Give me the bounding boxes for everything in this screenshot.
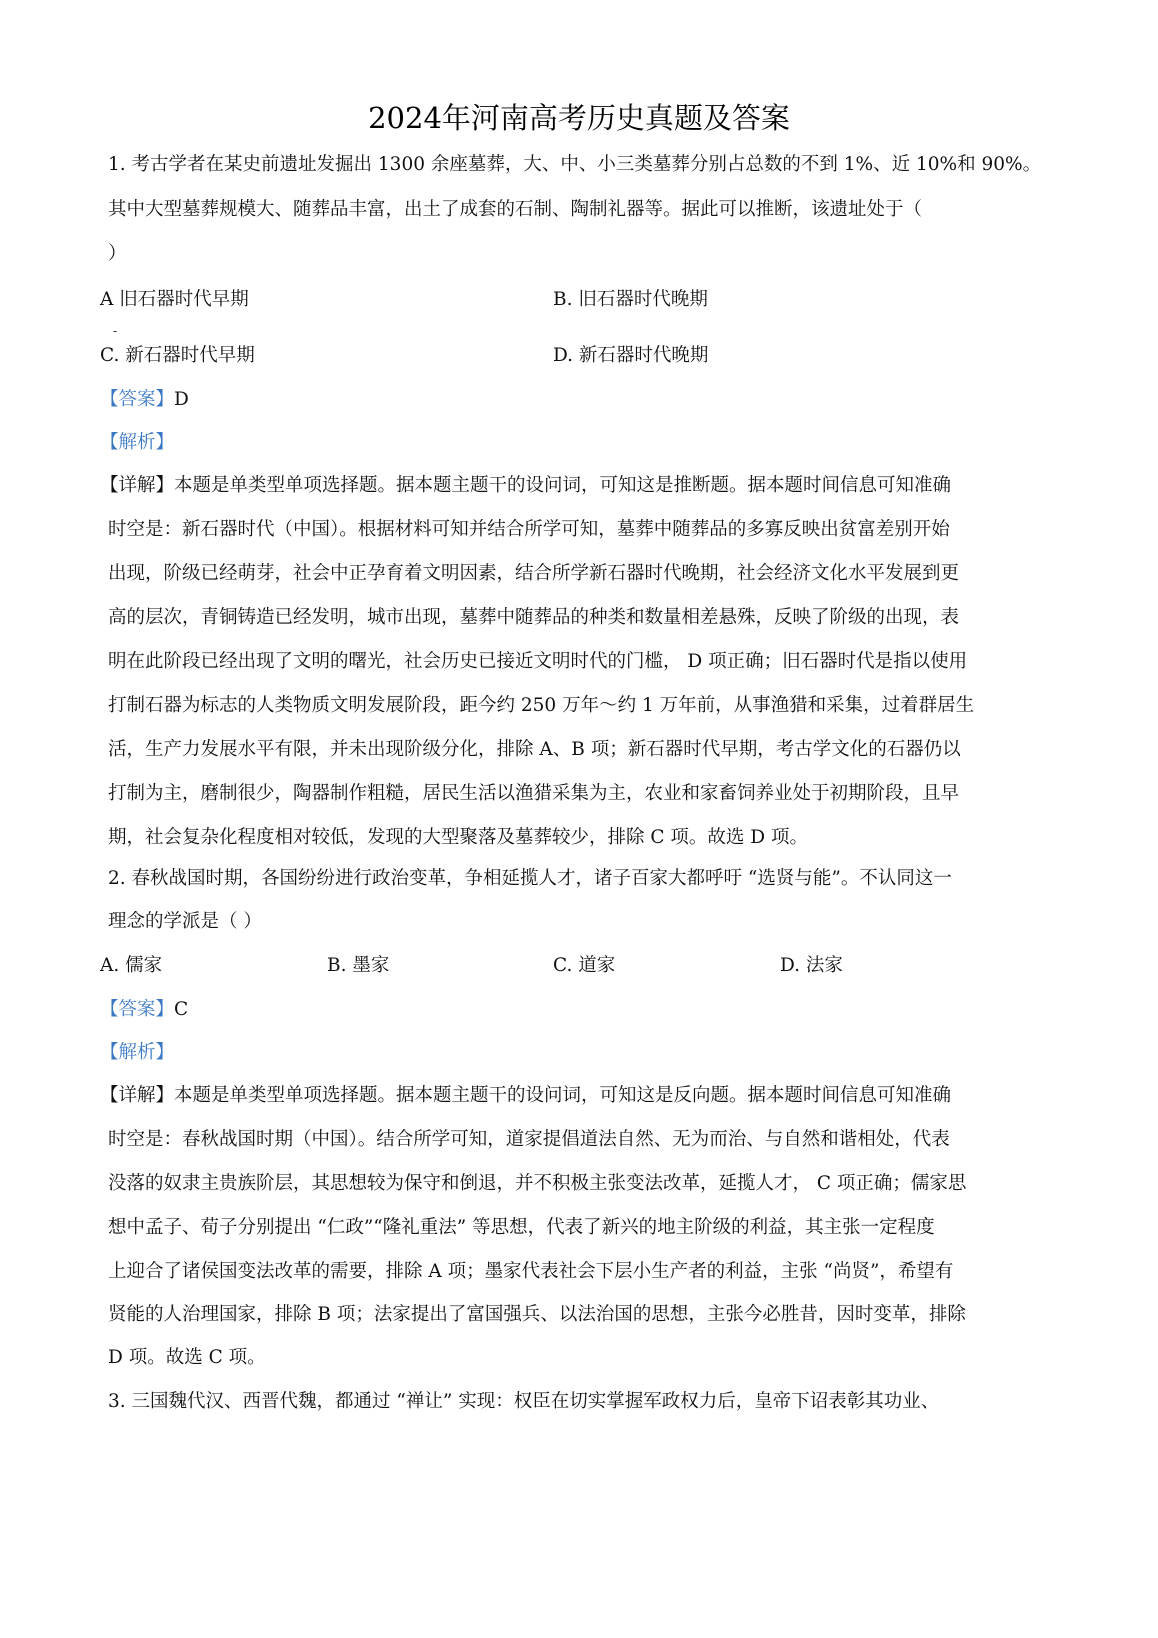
q2-stem-line: 2. 春秋战国时期，各国纷纷进行政治变革，争相延揽人才，诸子百家大都呼吁 “选贤与能”。不认同这一 xyxy=(108,868,952,889)
q2-detail-line: D 项。故选 C 项。 xyxy=(108,1347,266,1368)
answer-tag: 【答案】 xyxy=(100,999,175,1020)
q2-detail-line xyxy=(100,1083,951,1109)
q1-stem-line: 其中大型墓葬规模大、随葬品丰富，出土了成套的石制、陶制礼器等。据此可以推断，该遗址处于（ xyxy=(108,199,923,220)
document-title: 2024年河南高考历史真题及答案 xyxy=(368,101,790,135)
q1-stem-line: ） xyxy=(108,243,127,264)
q1-stem-line: 1. 考古学者在某史前遗址发掘出 1300 余座墓葬，大、中、小三类墓葬分别占总数的不到 1%、近 10%和 90%。 xyxy=(108,154,1042,175)
detail-tag: 【详解】 xyxy=(100,1085,175,1106)
q2-option-c: C. 道家 xyxy=(553,955,616,976)
q2-stem-line: 理念的学派是（ ） xyxy=(108,911,262,932)
q2-option-b: B. 墨家 xyxy=(327,955,390,976)
q2-answer xyxy=(100,997,188,1023)
q2-option-a: A. 儒家 xyxy=(100,955,163,976)
q1-detail-line xyxy=(100,473,951,499)
q2-detail-line: 上迎合了诸侯国变法改革的需要，排除 A 项；墨家代表社会下层小生产者的利益，主张 “尚贤”，希望有 xyxy=(108,1261,954,1282)
detail-text: 本题是单类型单项选择题。据本题主题干的设问词，可知这是推断题。据本题时间信息可知准确 xyxy=(174,475,952,496)
q1-detail-line: 明在此阶段已经出现了文明的曙光，社会历史已接近文明时代的门槛， D 项正确；旧石器时代是指以使用 xyxy=(108,651,968,672)
q1-detail-line: 期，社会复杂化程度相对较低，发现的大型聚落及墓葬较少，排除 C 项。故选 D 项。 xyxy=(108,827,809,848)
q2-detail-line: 没落的奴隶主贵族阶层，其思想较为保守和倒退，并不积极主张变法改革，延揽人才， C 项正确；儒家思 xyxy=(108,1173,967,1194)
q2-analysis-tag: 【解析】 xyxy=(100,1042,175,1063)
q1-answer xyxy=(100,387,189,413)
q1-detail-line: 打制为主，磨制很少，陶器制作粗糙，居民生活以渔猎采集为主，农业和家畜饲养业处于初期阶段，且早 xyxy=(108,783,960,804)
q3-stem-line: 3. 三国魏代汉、西晋代魏，都通过 “禅让” 实现：权臣在切实掌握军政权力后，皇帝下诏表彰其功业、 xyxy=(108,1391,940,1412)
q1-detail-line: 打制石器为标志的人类物质文明发展阶段，距今约 250 万年～约 1 万年前，从事渔猎和采集，过着群居生 xyxy=(108,695,975,716)
option-a-dot: - xyxy=(113,324,118,338)
q1-analysis-tag: 【解析】 xyxy=(100,432,175,453)
answer-value: C xyxy=(174,999,189,1020)
q1-detail-line: 时空是：新石器时代（中国）。根据材料可知并结合所学可知，墓葬中随葬品的多寡反映出贫富差别开始 xyxy=(108,519,950,540)
q1-option-b: B. 旧石器时代晚期 xyxy=(553,289,708,310)
q1-option-a: A 旧石器时代早期 xyxy=(100,289,249,310)
q2-option-d: D. 法家 xyxy=(780,955,843,976)
q1-option-d: D. 新石器时代晚期 xyxy=(553,345,709,366)
detail-tag: 【详解】 xyxy=(100,475,175,496)
q2-detail-line: 时空是：春秋战国时期（中国）。结合所学可知，道家提倡道法自然、无为而治、与自然和谐相处，代表 xyxy=(108,1129,950,1150)
answer-tag: 【答案】 xyxy=(100,389,175,410)
q1-detail-line: 活，生产力发展水平有限，并未出现阶级分化，排除 A、B 项；新石器时代早期，考古学文化的石器仍以 xyxy=(108,739,961,760)
q2-detail-line: 想中孟子、荀子分别提出 “仁政”“隆礼重法” 等思想，代表了新兴的地主阶级的利益，其主张一定程度 xyxy=(108,1217,935,1238)
q1-detail-line: 出现，阶级已经萌芽，社会中正孕育着文明因素，结合所学新石器时代晚期，社会经济文化水平发展到更 xyxy=(108,563,960,584)
q1-option-c: C. 新石器时代早期 xyxy=(100,345,255,366)
q2-detail-line: 贤能的人治理国家，排除 B 项；法家提出了富国强兵、以法治国的思想，主张今必胜昔，因时变革，排除 xyxy=(108,1304,966,1325)
detail-text: 本题是单类型单项选择题。据本题主题干的设问词，可知这是反向题。据本题时间信息可知准确 xyxy=(174,1085,952,1106)
q1-detail-line: 高的层次，青铜铸造已经发明，城市出现，墓葬中随葬品的种类和数量相差悬殊，反映了阶级的出现，表 xyxy=(108,607,960,628)
answer-value: D xyxy=(174,389,189,410)
